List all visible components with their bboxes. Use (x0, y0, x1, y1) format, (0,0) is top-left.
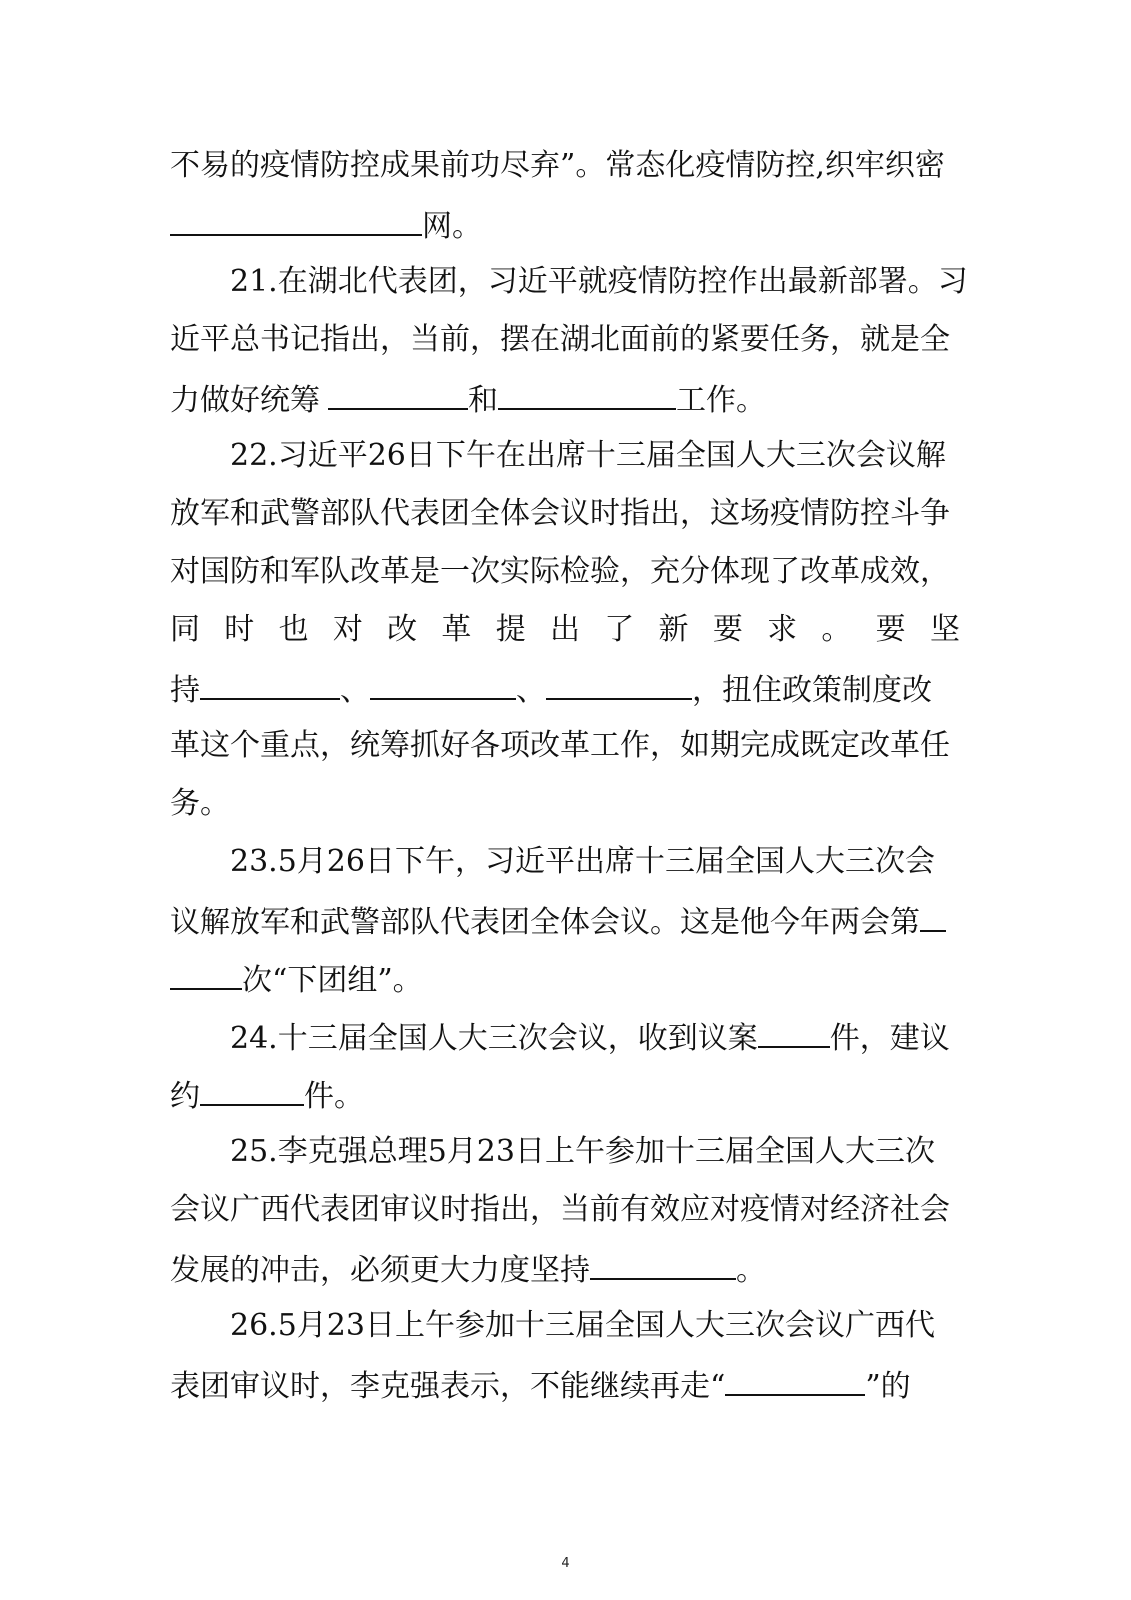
q25-line-3 (170, 1248, 960, 1291)
answer-blank[interactable] (200, 668, 340, 700)
q22-char: 时 (224, 612, 255, 647)
q23-text: 议解放军和武警部队代表团全体会议。这是他今年两会第 (170, 905, 920, 940)
q22-char: 改 (387, 612, 418, 647)
answer-blank[interactable] (200, 1074, 304, 1106)
answer-blank[interactable] (370, 668, 516, 700)
answer-blank[interactable] (170, 958, 242, 990)
q22-char: 也 (278, 612, 309, 647)
q22-line-6: 革这个重点，统筹抓好各项改革工作，如期完成既定改革任 (170, 728, 950, 763)
answer-blank[interactable] (758, 1016, 830, 1048)
q23-line-2 (170, 900, 960, 943)
q22-line-2: 放军和武警部队代表团全体会议时指出，这场疫情防控斗争 (170, 496, 950, 531)
q26-text: ”的 (865, 1369, 911, 1404)
q23-line-3 (170, 958, 960, 1001)
q21-line-2: 近平总书记指出，当前，摆在湖北面前的紧要任务，就是全 (170, 322, 950, 357)
q24-text: 件。 (304, 1079, 364, 1114)
q25-text: 。 (736, 1253, 766, 1288)
q24-line-1 (230, 1016, 960, 1059)
q24-text: 24.十三届全国人大三次会议，收到议案 (230, 1021, 758, 1056)
q22-char: 要 (875, 612, 906, 647)
q20-line-1: 不易的疫情防控成果前功尽弃”。常态化疫情防控,织牢织密 (170, 148, 945, 183)
q22-line-7: 务。 (170, 786, 230, 821)
q21-line-3 (170, 378, 960, 421)
q21-line-1: 21.在湖北代表团，习近平就疫情防控作出最新部署。习 (230, 264, 968, 299)
q24-text: 约 (170, 1079, 200, 1114)
answer-blank[interactable] (328, 378, 468, 410)
q25-line-2: 会议广西代表团审议时指出，当前有效应对疫情对经济社会 (170, 1192, 950, 1227)
page-number: 4 (561, 1556, 570, 1571)
q21-text: 和 (468, 383, 498, 418)
q22-text: 、 (516, 673, 546, 708)
q22-line-1: 22.习近平26日下午在出席十三届全国人大三次会议解 (230, 438, 946, 473)
q22-char: 求 (767, 612, 798, 647)
answer-blank[interactable] (170, 204, 422, 236)
q22-line-4 (170, 610, 960, 650)
q23-text: 次“下团组”。 (242, 963, 423, 998)
q25-text: 发展的冲击，必须更大力度坚持 (170, 1253, 590, 1288)
q24-line-2 (170, 1074, 960, 1117)
q25-line-1: 25.李克强总理5月23日上午参加十三届全国人大三次 (230, 1134, 935, 1169)
q22-char: 要 (712, 612, 743, 647)
q22-text: ，扭住政策制度改 (692, 673, 932, 708)
q22-char: 。 (821, 612, 852, 647)
q22-char: 革 (441, 612, 472, 647)
q26-text: 表团审议时，李克强表示，不能继续再走“ (170, 1369, 726, 1404)
q22-char: 出 (549, 612, 580, 647)
q22-char: 提 (495, 612, 526, 647)
answer-blank[interactable] (546, 668, 692, 700)
q23-line-1: 23.5月26日下午，习近平出席十三届全国人大三次会 (230, 844, 935, 879)
answer-blank[interactable] (920, 900, 946, 932)
answer-blank[interactable] (590, 1248, 736, 1280)
q22-text: 持 (170, 673, 200, 708)
answer-blank[interactable] (725, 1364, 865, 1396)
q22-line-3: 对国防和军队改革是一次实际检验，充分体现了改革成效， (170, 554, 950, 589)
q26-line-1: 26.5月23日上午参加十三届全国人大三次会议广西代 (230, 1308, 935, 1343)
q20-text: 网。 (422, 209, 482, 244)
q22-line-5 (170, 668, 960, 711)
q21-text: 工作。 (676, 383, 766, 418)
q21-text: 力做好统筹 (170, 383, 320, 418)
q22-char: 对 (332, 612, 363, 647)
q20-line-2 (170, 204, 960, 247)
q26-line-2 (170, 1364, 960, 1407)
q22-char: 新 (658, 612, 689, 647)
q22-text: 、 (340, 673, 370, 708)
q22-char: 同 (170, 612, 200, 647)
q22-char: 了 (604, 612, 635, 647)
q24-text: 件，建议 (829, 1021, 950, 1056)
q22-char: 坚 (929, 612, 960, 647)
answer-blank[interactable] (498, 378, 676, 410)
